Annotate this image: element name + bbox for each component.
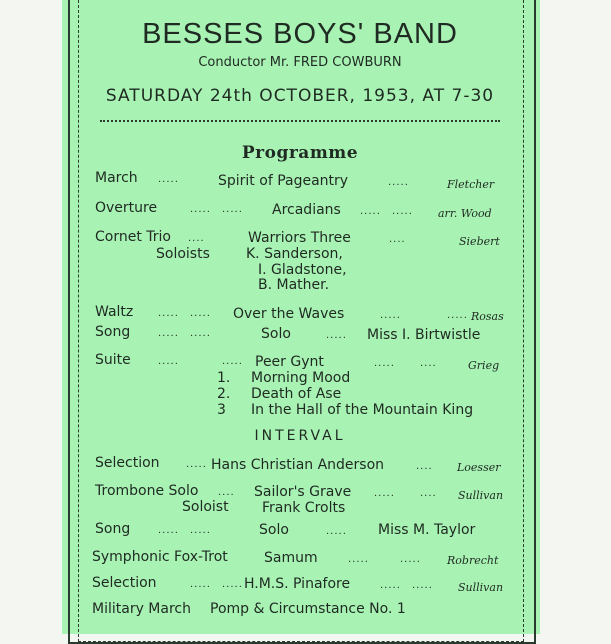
dot-leader: ..... — [222, 204, 243, 215]
dot-leader: ..... — [222, 579, 243, 590]
movement-name: Death of Ase — [251, 386, 342, 402]
dotted-divider — [100, 120, 500, 122]
soloist-name: B. Mather. — [258, 277, 330, 293]
item-composer: Siebert — [459, 235, 500, 248]
item-composer: arr. Wood — [438, 207, 492, 220]
dot-leader: ..... — [348, 554, 369, 565]
interval-heading: INTERVAL — [254, 428, 346, 444]
item-type: Selection — [95, 455, 160, 471]
item-title: Warriors Three — [248, 230, 351, 246]
dot-leader: ..... — [158, 328, 179, 339]
item-composer: Sullivan — [458, 489, 504, 502]
concert-date: SATURDAY 24th OCTOBER, 1953, AT 7-30 — [105, 86, 495, 106]
item-composer: Robrecht — [447, 554, 499, 567]
item-title: Solo — [261, 326, 291, 342]
item-title: Hans Christian Anderson — [211, 457, 385, 473]
dot-leader: ..... — [190, 525, 211, 536]
dot-leader: ..... — [190, 579, 211, 590]
movement-name: Morning Mood — [251, 370, 351, 386]
item-type: Song — [95, 521, 131, 537]
item-title: Arcadians — [272, 202, 341, 218]
dot-leader: .... — [389, 234, 406, 245]
dot-leader: ..... — [326, 526, 347, 537]
dot-leader: .... — [188, 233, 205, 244]
item-title: Pomp & Circumstance No. 1 — [210, 601, 406, 617]
item-type: Song — [95, 324, 131, 340]
dot-leader: ..... — [190, 328, 211, 339]
item-performer: Miss M. Taylor — [378, 522, 476, 538]
item-type: Suite — [95, 352, 131, 368]
item-title: Over the Waves — [233, 306, 345, 322]
programme-heading: Programme — [241, 143, 359, 163]
dot-leader: ..... — [190, 308, 211, 319]
item-type: Cornet Trio — [95, 229, 171, 245]
soloist-name: Frank Crolts — [262, 500, 346, 516]
item-type: March — [95, 170, 138, 186]
item-composer: Rosas — [471, 310, 504, 323]
dot-leader: ..... — [392, 206, 413, 217]
dot-leader: ..... — [374, 358, 395, 369]
dot-leader: .... — [420, 488, 437, 499]
dot-leader: ..... — [158, 174, 179, 185]
movement-number: 1. — [217, 370, 231, 386]
dot-leader: ..... — [400, 554, 421, 565]
dot-leader: ..... — [388, 177, 409, 188]
dot-leader: ..... — [447, 310, 468, 321]
dot-leader: ..... — [158, 525, 179, 536]
soloist-name: I. Gladstone, — [258, 262, 347, 278]
dot-leader: ..... — [360, 206, 381, 217]
band-title: BESSES BOYS' BAND — [142, 18, 458, 50]
item-title: H.M.S. Pinafore — [244, 576, 351, 592]
item-type: Symphonic Fox-Trot — [92, 549, 228, 565]
dot-leader: .... — [218, 487, 235, 498]
soloists-label: Soloists — [156, 246, 210, 262]
soloist-name: K. Sanderson, — [246, 246, 343, 262]
item-type: Military March — [92, 601, 191, 617]
item-title: Solo — [259, 522, 289, 538]
dot-leader: ..... — [374, 488, 395, 499]
item-composer: Grieg — [468, 359, 500, 372]
item-title: Spirit of Pageantry — [218, 173, 349, 189]
dot-leader: ..... — [158, 356, 179, 367]
item-type: Overture — [95, 200, 158, 216]
item-title: Sailor's Grave — [254, 484, 352, 500]
dot-leader: ..... — [326, 330, 347, 341]
dot-leader: .... — [416, 461, 433, 472]
dot-leader: ..... — [380, 310, 401, 321]
dot-leader: ..... — [190, 204, 211, 215]
item-composer: Loesser — [457, 461, 501, 474]
item-type: Trombone Solo — [95, 483, 199, 499]
movement-number: 2. — [217, 386, 231, 402]
conductor-line: Conductor Mr. FRED COWBURN — [198, 55, 402, 70]
item-title: Samum — [264, 550, 318, 566]
movement-number: 3 — [217, 402, 226, 418]
dot-leader: ..... — [158, 308, 179, 319]
dot-leader: .... — [420, 358, 437, 369]
item-type: Waltz — [95, 304, 134, 320]
item-title: Peer Gynt — [255, 354, 324, 370]
dot-leader: ..... — [186, 459, 207, 470]
item-performer: Miss I. Birtwistle — [367, 327, 481, 343]
dot-leader: ..... — [412, 580, 433, 591]
item-type: Selection — [92, 575, 157, 591]
dot-leader: ..... — [222, 356, 243, 367]
soloist-label: Soloist — [182, 499, 229, 515]
movement-name: In the Hall of the Mountain King — [251, 402, 474, 418]
dot-leader: ..... — [380, 580, 401, 591]
item-composer: Sullivan — [458, 581, 504, 594]
item-composer: Fletcher — [447, 178, 495, 191]
